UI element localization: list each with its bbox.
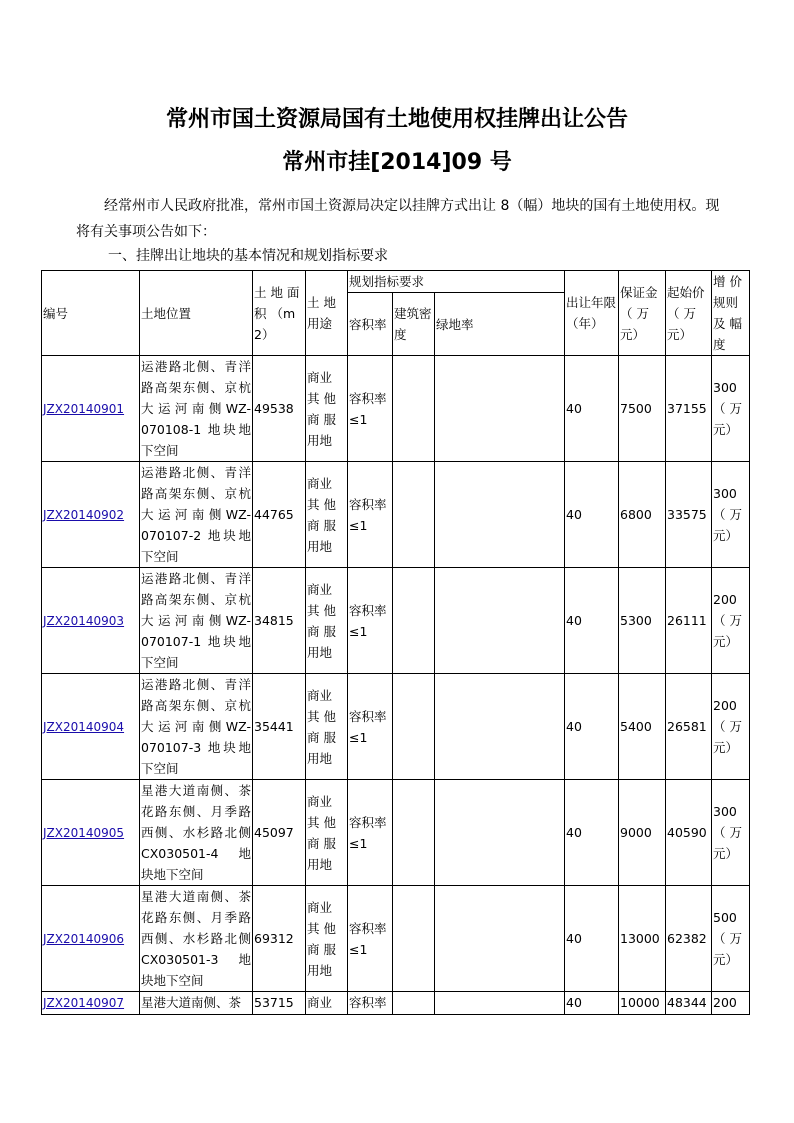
cell-deposit: 5300 (619, 568, 666, 674)
cell-area: 69312 (253, 886, 306, 992)
table-row (42, 780, 750, 886)
cell-green (435, 992, 565, 1015)
cell-use: 商业 其 他 商 服用地 (306, 674, 348, 780)
cell-deposit: 6800 (619, 462, 666, 568)
cell-area: 35441 (253, 674, 306, 780)
cell-green (435, 674, 565, 780)
cell-location: 运港路北侧、青洋路高架东侧、京杭大 运 河 南 侧 WZ-070108-1 地块地下空间 (140, 356, 253, 462)
cell-term: 40 (565, 462, 619, 568)
cell-use: 商业 (306, 992, 348, 1015)
cell-use: 商业 其 他 商 服用地 (306, 780, 348, 886)
table-row (42, 356, 750, 462)
cell-code (42, 462, 140, 568)
cell-start-price: 26111 (666, 568, 712, 674)
cell-density (393, 356, 435, 462)
cell-deposit: 9000 (619, 780, 666, 886)
cell-start-price: 40590 (666, 780, 712, 886)
header-term: 出让年限（年） (565, 271, 619, 356)
table-row (42, 674, 750, 780)
header-use: 土 地 用途 (306, 271, 348, 356)
cell-start-price: 26581 (666, 674, 712, 780)
cell-density (393, 462, 435, 568)
table-header-row-1 (42, 271, 750, 293)
cell-density (393, 780, 435, 886)
cell-term: 40 (565, 886, 619, 992)
cell-area: 53715 (253, 992, 306, 1015)
cell-term: 40 (565, 992, 619, 1015)
cell-far: 容积率 (348, 992, 393, 1015)
cell-location: 运港路北侧、青洋路高架东侧、京杭大 运 河 南 侧 WZ-070107-2 地块地下空间 (140, 462, 253, 568)
cell-start-price: 33575 (666, 462, 712, 568)
cell-use: 商业 其 他 商 服用地 (306, 356, 348, 462)
cell-increment: 200 （ 万元） (712, 674, 750, 780)
parcel-code-link[interactable]: JZX20140903 (43, 613, 125, 628)
document-title: 常州市国土资源局国有土地使用权挂牌出让公告 (165, 107, 628, 132)
cell-increment: 200 (712, 992, 750, 1015)
cell-area: 45097 (253, 780, 306, 886)
cell-code (42, 992, 140, 1015)
header-area: 土 地 面 积 （m2） (253, 271, 306, 356)
header-far: 容积率 (348, 293, 393, 356)
cell-green (435, 568, 565, 674)
cell-increment: 300 （ 万元） (712, 356, 750, 462)
cell-green (435, 886, 565, 992)
cell-term: 40 (565, 780, 619, 886)
cell-density (393, 886, 435, 992)
section-heading: 一、挂牌出让地块的基本情况和规划指标要求 (108, 248, 388, 264)
header-green: 绿地率 (435, 293, 565, 356)
cell-far: 容积率≤1 (348, 674, 393, 780)
cell-area: 34815 (253, 568, 306, 674)
cell-use: 商业 其 他 商 服用地 (306, 886, 348, 992)
header-start-price: 起始价（ 万元） (666, 271, 712, 356)
cell-location: 星港大道南侧、茶 (140, 992, 253, 1015)
cell-term: 40 (565, 568, 619, 674)
header-location: 土地位置 (140, 271, 253, 356)
cell-code (42, 886, 140, 992)
land-parcel-table (41, 270, 750, 1015)
cell-far: 容积率≤1 (348, 568, 393, 674)
parcel-code-link[interactable]: JZX20140901 (43, 401, 125, 416)
cell-increment: 300 （ 万元） (712, 780, 750, 886)
intro-paragraph: 经常州市人民政府批准，常州市国土资源局决定以挂牌方式出让 8（幅）地块的国有土地使用权。现将有关事项公告如下： (76, 198, 720, 240)
cell-use: 商业 其 他 商 服用地 (306, 462, 348, 568)
cell-location: 星港大道南侧、茶花路东侧、月季路西侧、水杉路北侧 CX030501-4 地 块地下空间 (140, 780, 253, 886)
cell-use: 商业 其 他 商 服用地 (306, 568, 348, 674)
table-row (42, 462, 750, 568)
parcel-code-link[interactable]: JZX20140904 (43, 719, 125, 734)
cell-term: 40 (565, 356, 619, 462)
parcel-code-link[interactable]: JZX20140902 (43, 507, 125, 522)
parcel-code-link[interactable]: JZX20140905 (43, 825, 125, 840)
table-row (42, 568, 750, 674)
document-number: 常州市挂[2014]09 号 (282, 150, 512, 175)
cell-increment: 200 （ 万元） (712, 568, 750, 674)
table-row (42, 992, 750, 1015)
cell-deposit: 7500 (619, 356, 666, 462)
parcel-code-link[interactable]: JZX20140906 (43, 931, 125, 946)
cell-location: 运港路北侧、青洋路高架东侧、京杭大 运 河 南 侧 WZ-070107-3 地块地下空间 (140, 674, 253, 780)
cell-deposit: 13000 (619, 886, 666, 992)
cell-start-price: 37155 (666, 356, 712, 462)
cell-start-price: 62382 (666, 886, 712, 992)
table-row (42, 886, 750, 992)
header-increment: 增 价规则及 幅度 (712, 271, 750, 356)
cell-far: 容积率≤1 (348, 462, 393, 568)
cell-deposit: 10000 (619, 992, 666, 1015)
cell-density (393, 674, 435, 780)
cell-density (393, 568, 435, 674)
cell-code (42, 568, 140, 674)
parcel-code-link[interactable]: JZX20140907 (43, 996, 125, 1010)
cell-far: 容积率≤1 (348, 886, 393, 992)
header-density: 建筑密度 (393, 293, 435, 356)
cell-far: 容积率≤1 (348, 780, 393, 886)
header-plan-group: 规划指标要求 (348, 271, 565, 293)
cell-area: 49538 (253, 356, 306, 462)
cell-deposit: 5400 (619, 674, 666, 780)
cell-green (435, 462, 565, 568)
cell-code (42, 674, 140, 780)
cell-green (435, 356, 565, 462)
cell-location: 运港路北侧、青洋路高架东侧、京杭大 运 河 南 侧 WZ-070107-1 地块地下空间 (140, 568, 253, 674)
cell-area: 44765 (253, 462, 306, 568)
header-deposit: 保证金（ 万元） (619, 271, 666, 356)
header-code: 编号 (42, 271, 140, 356)
cell-code (42, 780, 140, 886)
cell-density (393, 992, 435, 1015)
cell-green (435, 780, 565, 886)
cell-increment: 500 （ 万元） (712, 886, 750, 992)
cell-far: 容积率≤1 (348, 356, 393, 462)
cell-start-price: 48344 (666, 992, 712, 1015)
cell-code (42, 356, 140, 462)
cell-location: 星港大道南侧、茶花路东侧、月季路西侧、水杉路北侧 CX030501-3 地 块地下空间 (140, 886, 253, 992)
cell-increment: 300 （ 万元） (712, 462, 750, 568)
cell-term: 40 (565, 674, 619, 780)
